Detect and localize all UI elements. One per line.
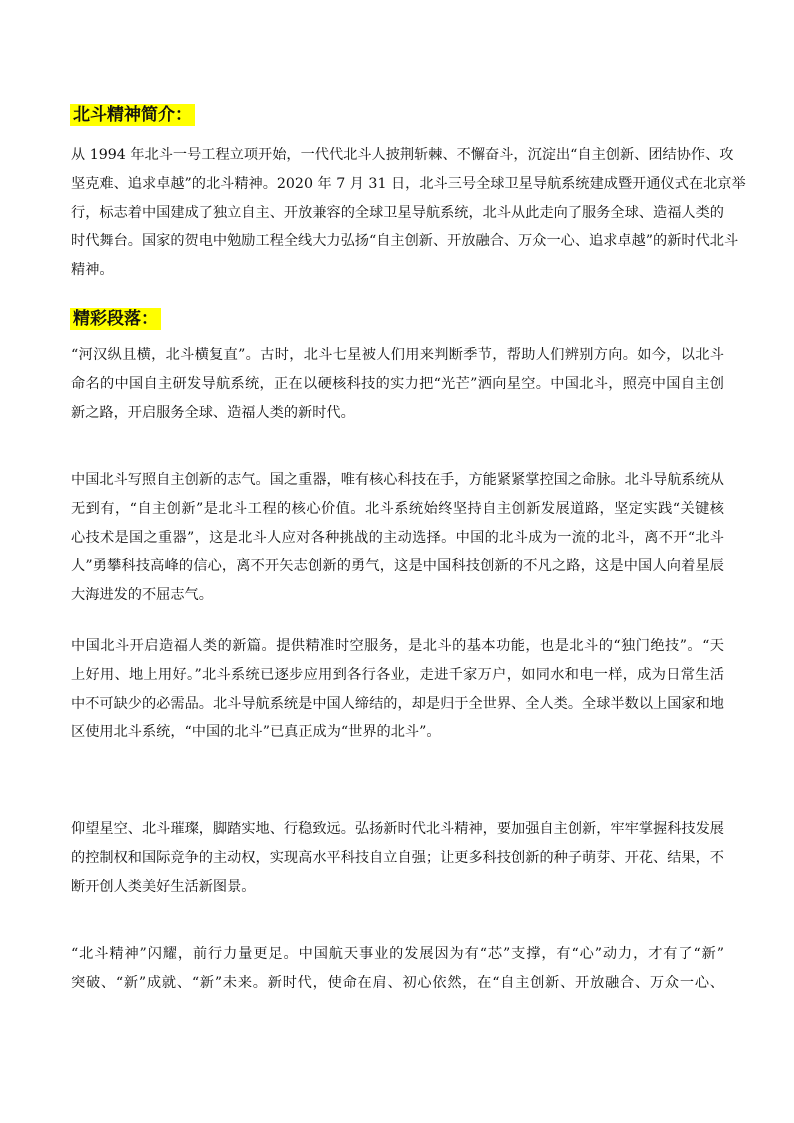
- paragraph-line: 中国北斗开启造福人类的新篇。提供精准时空服务，是北斗的基本功能，也是北斗的“独门绝技”。“天: [71, 638, 724, 654]
- section-heading-intro-wrap: [71, 104, 195, 126]
- highlight-paragraph-1: [71, 341, 724, 427]
- intro-paragraph: [71, 141, 746, 285]
- section-heading-highlights: 精彩段落：: [70, 308, 161, 330]
- intro-line: 从 1994 年北斗一号工程立项开始，一代代北斗人披荆斩棘、不懈奋斗，沉淀出“自主创新、团结协作、攻: [71, 147, 734, 163]
- intro-line: 精神。: [71, 262, 114, 279]
- paragraph-line: 心技术是国之重器”，这是北斗人应对各种挑战的主动选择。中国的北斗成为一流的北斗，离不开“北斗: [71, 529, 724, 546]
- paragraph-line: 大海进发的不屈志气。: [71, 587, 213, 604]
- paragraph-line: “北斗精神”闪耀，前行力量更足。中国航天事业的发展因为有“芯”支撑，有“心”动力，才有了“新”: [71, 946, 724, 962]
- paragraph-line: 无到有，“自主创新”是北斗工程的核心价值。北斗系统始终坚持自主创新发展道路，坚定实践“关键核: [71, 500, 724, 517]
- paragraph-line: 区使用北斗系统，“中国的北斗”已真正成为“世界的北斗”。: [71, 724, 441, 741]
- intro-line: 坚克难、追求卓越”的北斗精神。2020 年 7 月 31 日，北斗三号全球卫星导航系统建成暨开通仪式在北京举: [71, 175, 746, 192]
- highlight-paragraph-3: [71, 632, 724, 747]
- paragraph-line: 中国北斗写照自主创新的志气。国之重器，唯有核心科技在手，方能紧紧掌控国之命脉。北斗导航系统从: [71, 472, 724, 488]
- highlight-paragraph-5: [71, 940, 724, 998]
- highlight-paragraph-4: [71, 815, 724, 901]
- section-heading-intro: 北斗精神简介：: [70, 104, 195, 126]
- intro-line: 时代舞台。国家的贺电中勉励工程全线大力弘扬“自主创新、开放融合、万众一心、追求卓越”的新时代北斗: [71, 233, 739, 250]
- paragraph-line: 人”勇攀科技高峰的信心，离不开矢志创新的勇气，这是中国科技创新的不凡之路，这是中国人向着星辰: [71, 558, 724, 575]
- paragraph-line: “河汉纵且横，北斗横复直”。古时，北斗七星被人们用来判断季节，帮助人们辨别方向。如今，以北斗: [71, 347, 724, 363]
- paragraph-line: 上好用、地上用好。”北斗系统已逐步应用到各行各业，走进千家万户，如同水和电一样，成为日常生活: [71, 666, 724, 683]
- section-heading-highlights-wrap: [71, 308, 161, 330]
- paragraph-line: 新之路，开启服务全球、造福人类的新时代。: [71, 404, 355, 421]
- highlight-paragraph-2: [71, 466, 724, 610]
- paragraph-line: 断开创人类美好生活新图景。: [71, 878, 256, 895]
- paragraph-line: 的控制权和国际竞争的主动权，实现高水平科技自立自强；让更多科技创新的种子萌芽、开花、结果，不: [71, 849, 724, 866]
- intro-line: 行，标志着中国建成了独立自主、开放兼容的全球卫星导航系统，北斗从此走向了服务全球、造福人类的: [71, 204, 724, 221]
- paragraph-line: 中不可缺少的必需品。北斗导航系统是中国人缔结的，却是归于全世界、全人类。全球半数以上国家和地: [71, 695, 724, 712]
- paragraph-line: 命名的中国自主研发导航系统，正在以硬核科技的实力把“光芒”洒向星空。中国北斗，照亮中国自主创: [71, 375, 724, 392]
- paragraph-line: 仰望星空、北斗璀璨，脚踏实地、行稳致远。弘扬新时代北斗精神，要加强自主创新，牢牢掌握科技发展: [71, 821, 724, 837]
- paragraph-line: 突破、“新”成就、“新”未来。新时代，使命在肩、初心依然，在“自主创新、开放融合、万众一心、: [71, 974, 724, 991]
